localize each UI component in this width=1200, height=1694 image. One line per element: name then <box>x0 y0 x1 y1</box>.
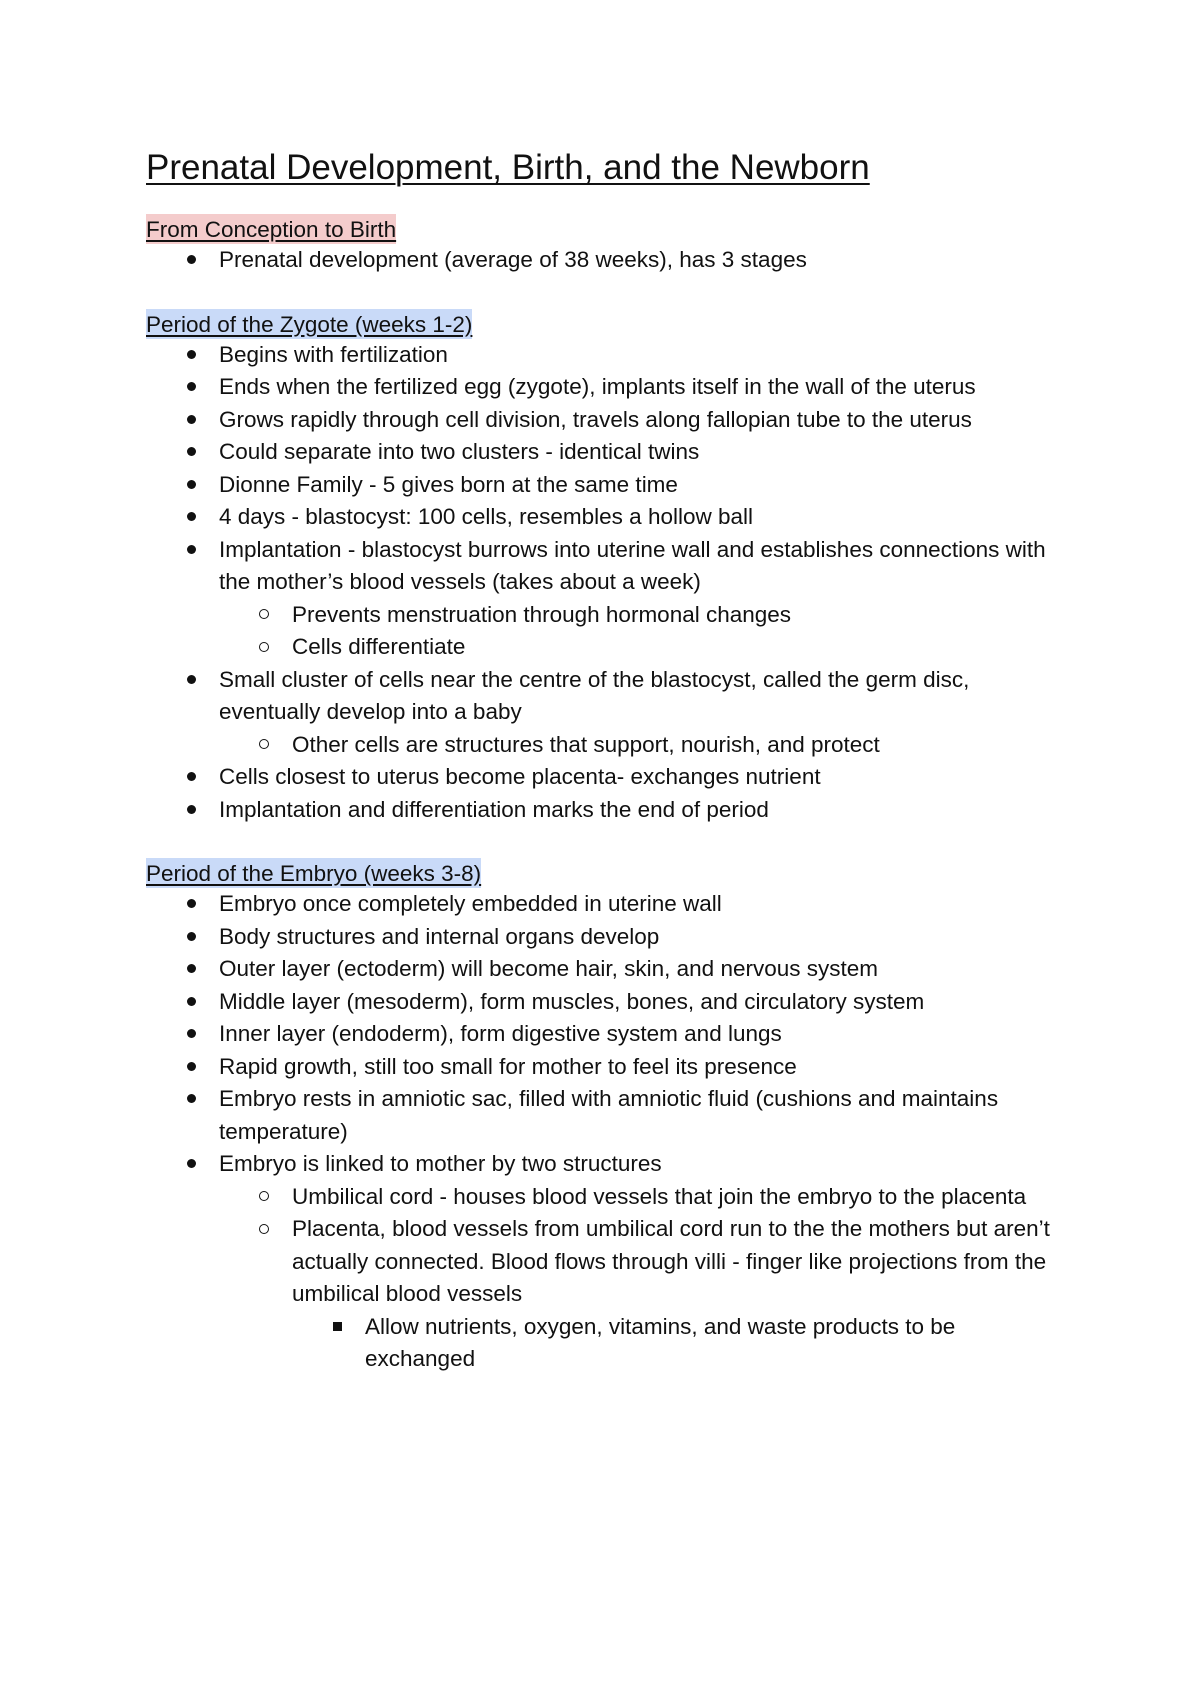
bullet-list <box>146 339 1066 827</box>
bullet-icon <box>179 1083 203 1116</box>
bullet-icon <box>179 953 203 986</box>
list-item: Begins with fertilization <box>146 339 1066 372</box>
list-item: Middle layer (mesoderm), form muscles, bones, and circulatory system <box>146 986 1066 1019</box>
section-heading: From Conception to Birth <box>146 214 396 244</box>
hollow-bullet-icon <box>252 1213 276 1246</box>
section-zygote <box>146 309 1066 827</box>
sub-sub-list-item: Allow nutrients, oxygen, vitamins, and waste products to be exchanged <box>146 1311 1066 1376</box>
bullet-icon <box>179 404 203 437</box>
list-item: Embryo once completely embedded in uterine wall <box>146 888 1066 921</box>
bullet-icon <box>179 761 203 794</box>
list-item: Dionne Family - 5 gives born at the same time <box>146 469 1066 502</box>
bullet-icon <box>179 244 203 277</box>
list-item: Implantation - blastocyst burrows into uterine wall and establishes connections with the mother’s blood vessels (takes about a week) <box>146 534 1066 599</box>
bullet-icon <box>179 469 203 502</box>
list-item: Cells closest to uterus become placenta- exchanges nutrient <box>146 761 1066 794</box>
hollow-bullet-icon <box>252 729 276 762</box>
list-item: Body structures and internal organs develop <box>146 921 1066 954</box>
section-heading: Period of the Zygote (weeks 1-2) <box>146 309 472 339</box>
list-item: Ends when the fertilized egg (zygote), implants itself in the wall of the uterus <box>146 371 1066 404</box>
bullet-icon <box>179 1148 203 1181</box>
list-item: 4 days - blastocyst: 100 cells, resembles a hollow ball <box>146 501 1066 534</box>
list-item: Inner layer (endoderm), form digestive system and lungs <box>146 1018 1066 1051</box>
hollow-bullet-icon <box>252 1181 276 1214</box>
bullet-icon <box>179 1018 203 1051</box>
list-item: Rapid growth, still too small for mother to feel its presence <box>146 1051 1066 1084</box>
bullet-icon <box>179 986 203 1019</box>
square-bullet-icon <box>325 1311 349 1344</box>
page-title: Prenatal Development, Birth, and the Newborn <box>146 148 870 187</box>
bullet-list <box>146 888 1066 1376</box>
document-page <box>146 142 1066 1408</box>
sub-list-item: Prevents menstruation through hormonal changes <box>146 599 1066 632</box>
section-conception <box>146 214 1066 277</box>
section-embryo <box>146 858 1066 1376</box>
list-item: Implantation and differentiation marks the end of period <box>146 794 1066 827</box>
bullet-list <box>146 244 1066 277</box>
bullet-icon <box>179 501 203 534</box>
hollow-bullet-icon <box>252 631 276 664</box>
hollow-bullet-icon <box>252 599 276 632</box>
sub-list-item: Cells differentiate <box>146 631 1066 664</box>
sub-list-item: Umbilical cord - houses blood vessels that join the embryo to the placenta <box>146 1181 1066 1214</box>
bullet-icon <box>179 339 203 372</box>
bullet-icon <box>179 534 203 567</box>
bullet-icon <box>179 888 203 921</box>
list-item: Grows rapidly through cell division, travels along fallopian tube to the uterus <box>146 404 1066 437</box>
sub-list-item: Other cells are structures that support, nourish, and protect <box>146 729 1066 762</box>
list-item: Could separate into two clusters - identical twins <box>146 436 1066 469</box>
bullet-icon <box>179 1051 203 1084</box>
list-item: Outer layer (ectoderm) will become hair, skin, and nervous system <box>146 953 1066 986</box>
bullet-icon <box>179 371 203 404</box>
list-item: Embryo is linked to mother by two structures <box>146 1148 1066 1181</box>
list-item: Embryo rests in amniotic sac, filled with amniotic fluid (cushions and maintains temperature) <box>146 1083 1066 1148</box>
bullet-icon <box>179 436 203 469</box>
sub-list-item: Placenta, blood vessels from umbilical cord run to the the mothers but aren’t actually connected. Blood flows through villi - finger like projections from the umbilical blood vessels <box>146 1213 1066 1311</box>
bullet-icon <box>179 921 203 954</box>
bullet-icon <box>179 664 203 697</box>
bullet-icon <box>179 794 203 827</box>
list-item: Prenatal development (average of 38 weeks), has 3 stages <box>146 244 1066 277</box>
list-item: Small cluster of cells near the centre of the blastocyst, called the germ disc, eventually develop into a baby <box>146 664 1066 729</box>
section-heading: Period of the Embryo (weeks 3-8) <box>146 858 481 888</box>
